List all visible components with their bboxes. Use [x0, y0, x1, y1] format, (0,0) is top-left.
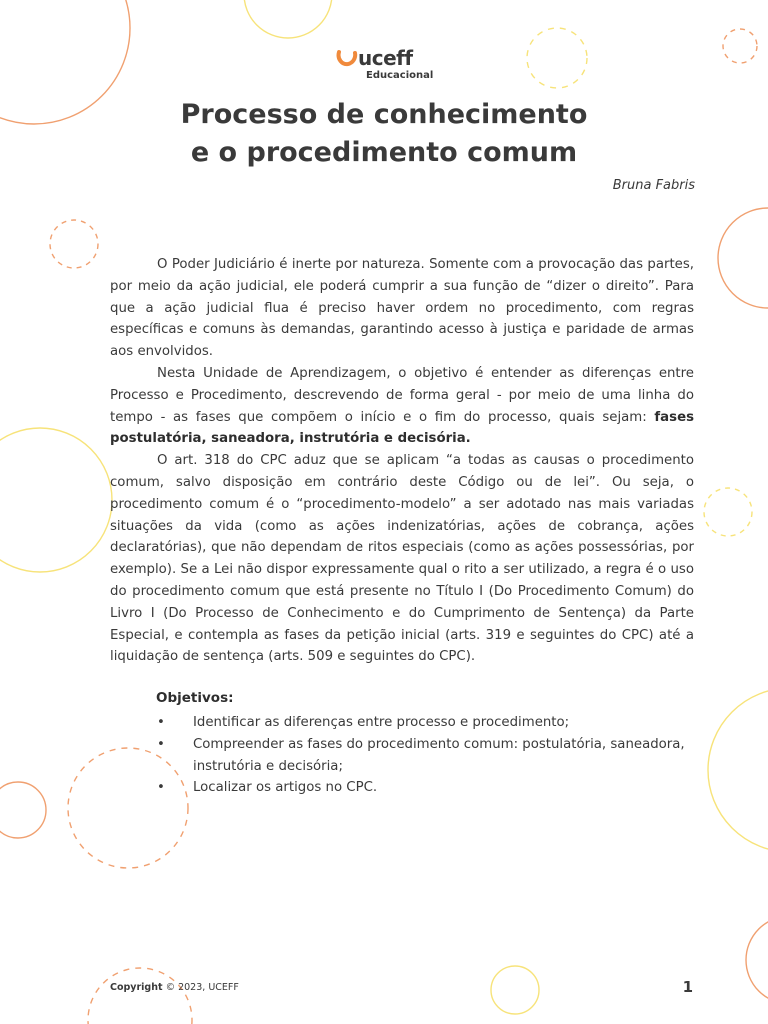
objective-text: Compreender as fases do procedimento comum: postulatória, saneadora, instrutória e decisória;: [193, 736, 685, 774]
title-line-1: Processo de conhecimento: [180, 99, 588, 130]
list-item: [110, 712, 694, 734]
copyright-text: © 2023, UCEFF: [165, 982, 239, 993]
paragraph-2-bold: fases postulatória, saneadora, instrutória e decisória.: [110, 409, 694, 447]
paragraph-2-text: Nesta Unidade de Aprendizagem, o objetivo é entender as diferenças entre Processo e Procedimento, descrevendo de forma geral - por meio de uma linha do tempo - as fases que compõem o início e o fim do processo, quais sejam:: [110, 365, 694, 425]
body-text: [110, 254, 694, 668]
page-title: [0, 96, 768, 172]
footer-copyright: [110, 982, 239, 993]
uceff-logo: [336, 46, 436, 86]
bullet-icon: •: [157, 780, 165, 796]
logo-brand: uceff: [358, 46, 413, 70]
copyright-label: Copyright: [110, 982, 163, 993]
bullet-icon: •: [157, 736, 165, 752]
paragraph-2: [110, 363, 694, 450]
author-name: Bruna Fabris: [612, 178, 695, 193]
objectives-list: [110, 712, 694, 799]
objective-text: Localizar os artigos no CPC.: [193, 780, 378, 796]
paragraph-1: [110, 254, 694, 363]
page-number: 1: [682, 978, 693, 996]
objectives-title: Objetivos:: [156, 690, 234, 706]
logo-subtitle: Educacional: [366, 70, 434, 81]
paragraph-1-text: O Poder Judiciário é inerte por natureza. Somente com a provocação das partes, por meio da ação judicial, ele poderá cumprir a sua função de “dizer o direito”. Para que a ação judicial flua é preciso haver ordem no procedimento, com regras específicas e comuns às demandas, garantindo acesso à justiça e paridade de armas aos envolvidos.: [110, 257, 694, 360]
paragraph-3-text: O art. 318 do CPC aduz que se aplicam “a todas as causas o procedimento comum, salvo disposição em contrário deste Código ou de lei”. Ou seja, o procedimento comum é o “procedimento-modelo” a ser adotado nas mais variadas situações da vida (como as ações indenizatórias, ações de cobrança, ações declaratórias), que não dependam de ritos especiais (como as ações possessórias, por exemplo). Se a Lei não dispor expressamente qual o rito a ser utilizado, a regra é o uso do procedimento comum que está presente no Título I (Do Procedimento Comum) do Livro I (Do Processo de Conhecimento e do Cumprimento de Sentença) da Parte Especial, e contempla as fases da petição inicial (arts. 319 e seguintes do CPC) até a liquidação de sentença (arts. 509 e seguintes do CPC).: [110, 453, 694, 665]
list-item: [110, 734, 694, 778]
list-item: [110, 777, 694, 799]
title-line-2: e o procedimento comum: [190, 137, 578, 168]
bullet-icon: •: [157, 715, 165, 730]
paragraph-3: [110, 450, 694, 668]
uceff-logo-icon: [336, 49, 358, 67]
objective-text: Identificar as diferenças entre processo e procedimento;: [193, 715, 570, 730]
